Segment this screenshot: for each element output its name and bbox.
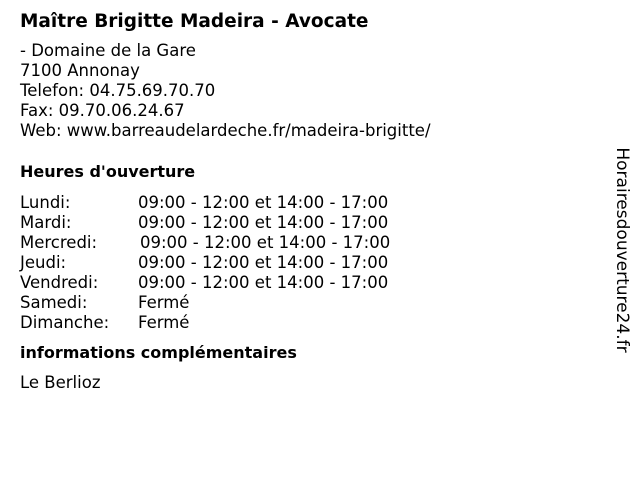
extra-info-heading: informations complémentaires [20,343,297,362]
day-label: Jeudi: [20,253,67,272]
day-hours: Fermé [138,293,190,312]
day-hours: 09:00 - 12:00 et 14:00 - 17:00 [138,253,389,272]
day-hours: 09:00 - 12:00 et 14:00 - 17:00 [140,233,391,252]
day-hours: 09:00 - 12:00 et 14:00 - 17:00 [138,213,389,232]
day-label: Samedi: [20,293,88,312]
business-card [20,10,600,393]
hours-row-sunday [20,313,600,333]
fax-line: Fax: 09.70.06.24.67 [20,101,185,120]
day-label: Mardi: [20,213,72,232]
hours-heading: Heures d'ouverture [20,162,196,181]
day-hours: 09:00 - 12:00 et 14:00 - 17:00 [138,193,389,212]
extra-info-text: Le Berlioz [20,373,101,392]
phone-line: Telefon: 04.75.69.70.70 [20,81,216,100]
day-label: Lundi: [20,193,71,212]
site-watermark: Horairesdouverture24.fr [612,147,632,353]
web-line: Web: www.barreaudelardeche.fr/madeira-brigitte/ [20,121,431,140]
day-hours: Fermé [138,313,190,332]
hours-row-wednesday [20,233,600,253]
day-label: Mercredi: [20,233,98,252]
day-hours: 09:00 - 12:00 et 14:00 - 17:00 [138,273,389,292]
address-line-1: - Domaine de la Gare [20,41,196,60]
hours-row-friday [20,273,600,293]
hours-table [20,193,600,333]
hours-row-tuesday [20,213,600,233]
hours-row-monday [20,193,600,213]
address-line-2: 7100 Annonay [20,61,140,80]
day-label: Vendredi: [20,273,99,292]
hours-row-saturday [20,293,600,313]
hours-row-thursday [20,253,600,273]
day-label: Dimanche: [20,313,110,332]
business-title: Maître Brigitte Madeira - Avocate [20,11,369,32]
